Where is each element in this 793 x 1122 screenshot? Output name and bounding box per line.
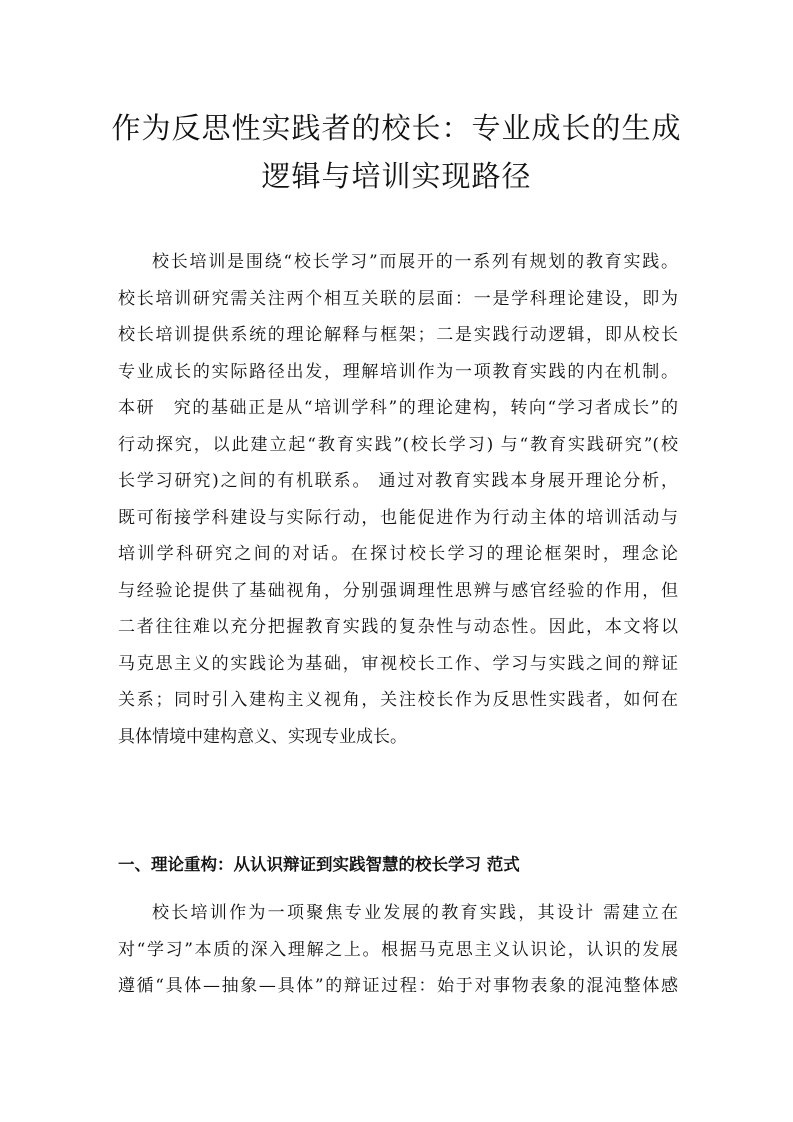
paragraph-line: 既可衔接学科建设与实际行动，也能促进作为行动主体的培训活动与	[118, 507, 678, 528]
paragraph-line: 长学习研究)之间的有机联系。 通过对教育实践本身展开理论分析，	[118, 471, 678, 491]
paragraph-line: 马克思主义的实践论为基础，审视校长工作、学习与实践之间的辩证	[118, 653, 678, 674]
paragraph-line: 培训学科研究之间的对话。在探讨校长学习的理论框架时，理念论	[118, 544, 678, 564]
paragraph-line: 校长培训提供系统的理论解释与框架；二是实践行动逻辑，即从校长	[118, 325, 678, 345]
paragraph-line: 关系；同时引入建构主义视角，关注校长作为反思性实践者，如何在	[118, 690, 678, 710]
section-heading: 一、理论重构：从认识辩证到实践智慧的校长学习 范式	[118, 855, 520, 874]
paragraph-line: 专业成长的实际路径出发，理解培训作为一项教育实践的内在机制。	[118, 361, 678, 382]
paragraph-line: 行动探究，以此建立起“教育实践”(校长学习) 与“教育实践研究”(校	[118, 434, 678, 455]
paragraph-line: 对“学习”本质的深入理解之上。根据马克思主义认识论，认识的发展	[118, 939, 678, 960]
document-title	[60, 104, 733, 200]
paragraph-line: 校长培训是围绕“校长学习”而展开的一系列有规划的教育实践。	[152, 252, 678, 272]
paragraph-line: 本研 究的基础正是从“培训学科”的理论建构，转向“学习者成长”的	[118, 398, 678, 418]
title-line-2: 逻辑与培训实现路径	[261, 159, 532, 193]
paragraph-line: 校长培训作为一项聚焦专业发展的教育实践，其设计 需建立在	[152, 903, 678, 923]
paragraph-line: 二者往往难以充分把握教育实践的复杂性与动态性。因此，本文将以	[118, 617, 678, 637]
paragraph-line: 与经验论提供了基础视角，分别强调理性思辨与感官经验的作用，但	[118, 580, 678, 601]
intro-paragraph	[118, 244, 678, 755]
paragraph-line: 具体情境中建构意义、实现专业成长。	[118, 726, 407, 747]
title-line-1: 作为反思性实践者的校长：专业成长的生成	[111, 111, 682, 145]
section-paragraph	[118, 895, 678, 1005]
paragraph-line: 遵循“具体—抽象—具体”的辩证过程：始于对事物表象的混沌整体感	[118, 976, 678, 996]
paragraph-line: 校长培训研究需关注两个相互关联的层面：一是学科理论建设，即为	[118, 288, 678, 309]
